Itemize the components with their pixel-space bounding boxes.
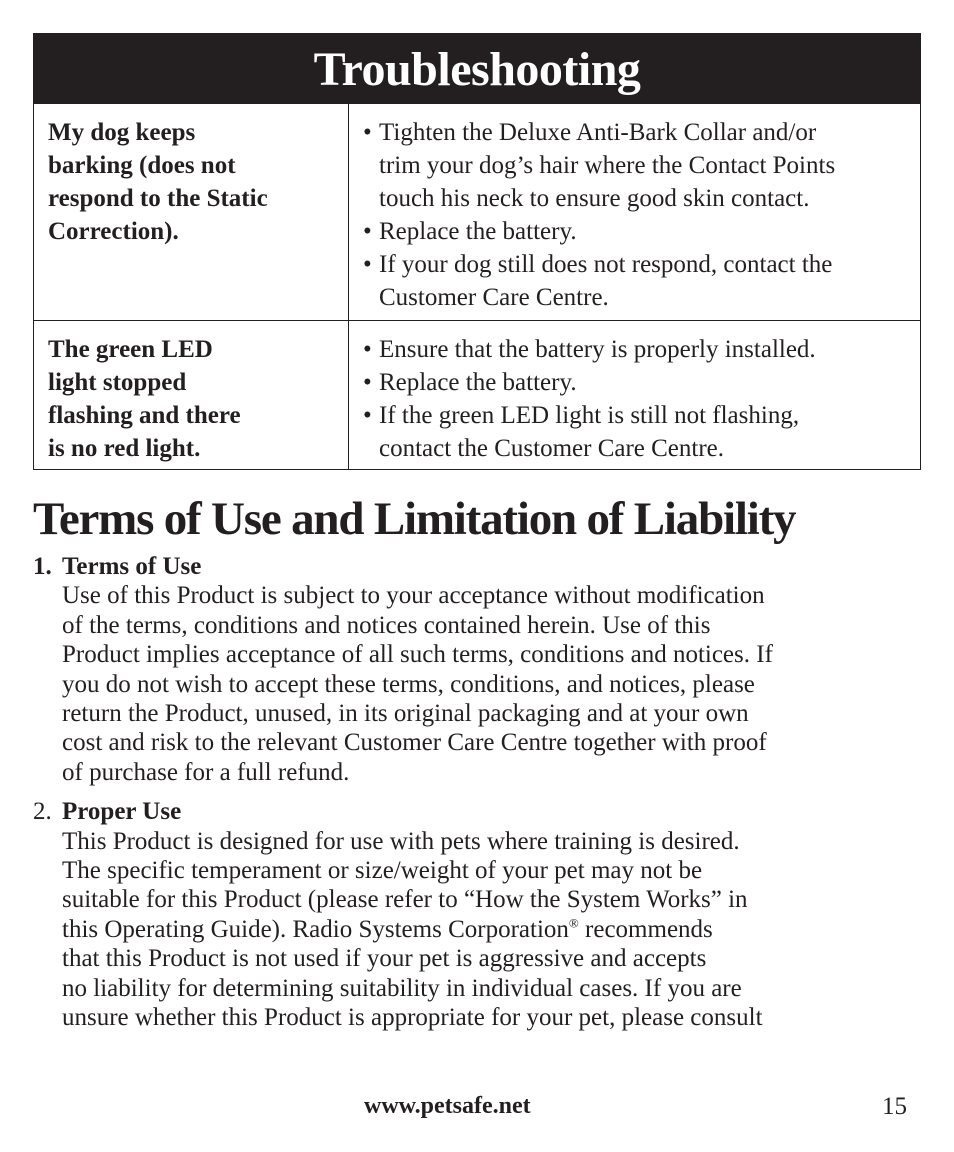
table-row: [34, 320, 920, 469]
table-row: [34, 104, 920, 320]
body-line: [62, 915, 921, 944]
body-line: of the terms, conditions and notices contained herein. Use of this: [62, 611, 711, 639]
body-line: This Product is designed for use with pets where training is desired.: [62, 827, 740, 855]
solution-line: • Tighten the Deluxe Anti-Bark Collar and/or: [379, 119, 817, 146]
solution-item: [363, 248, 910, 314]
section-body: [33, 581, 921, 787]
body-line: Product implies acceptance of all such terms, conditions and notices. If: [62, 641, 773, 669]
solution-list: [363, 333, 910, 465]
problem-line: respond to the Static: [48, 185, 268, 212]
problem-cell: [34, 321, 349, 469]
section-heading: [33, 797, 921, 826]
problem-cell: [34, 104, 349, 320]
troubleshooting-table: [33, 33, 921, 470]
problem-line: The green LED: [48, 336, 213, 363]
manual-page: [33, 33, 921, 1033]
section-number: 2.: [33, 798, 52, 826]
body-line: suitable for this Product (please refer to “How the System Works” in: [62, 886, 748, 914]
solution-line: • If your dog still does not respond, contact the: [379, 251, 833, 278]
solution-list: [363, 116, 910, 314]
section-body: [33, 827, 921, 1033]
problem-line: Correction).: [48, 218, 179, 245]
body-line: no liability for determining suitability in individual cases. If you are: [62, 974, 742, 1002]
problem-line: My dog keeps: [48, 119, 196, 146]
website-url: www.petsafe.net: [364, 1093, 531, 1119]
solution-item: [363, 333, 910, 366]
section-title: Terms of Use: [62, 553, 202, 580]
solution-line: trim your dog’s hair where the Contact Points: [379, 152, 836, 179]
problem-line: light stopped: [48, 369, 187, 396]
solution-line: touch his neck to ensure good skin contact.: [379, 185, 810, 212]
body-line: The specific temperament or size/weight of your pet may not be: [62, 857, 703, 885]
section-title: Proper Use: [62, 798, 182, 826]
body-line: you do not wish to accept these terms, conditions, and notices, please: [62, 670, 755, 698]
problem-line: is no red light.: [48, 435, 201, 462]
body-line: cost and risk to the relevant Customer Care Centre together with proof: [62, 729, 767, 757]
registered-mark: ®: [568, 915, 579, 931]
solution-item: [363, 215, 910, 248]
body-line-text: this Operating Guide). Radio Systems Corporation: [62, 915, 569, 943]
body-line: unsure whether this Product is appropriate for your pet, please consult: [62, 1004, 763, 1032]
troubleshooting-title: Troubleshooting: [34, 34, 920, 104]
solution-cell: [349, 104, 920, 320]
body-line-text: recommends: [578, 915, 713, 943]
problem-line: barking (does not: [48, 152, 236, 179]
body-line: of purchase for a full refund.: [62, 758, 350, 786]
solution-line: • Ensure that the battery is properly installed.: [379, 336, 816, 363]
solution-line: Customer Care Centre.: [379, 284, 609, 311]
solution-line: • Replace the battery.: [379, 218, 577, 245]
body-line: Use of this Product is subject to your acceptance without modification: [62, 582, 765, 610]
solution-item: [363, 116, 910, 215]
solution-line: • If the green LED light is still not flashing,: [379, 402, 800, 429]
body-line: return the Product, unused, in its original packaging and at your own: [62, 700, 749, 728]
solution-item: [363, 366, 910, 399]
body-line: that this Product is not used if your pet is aggressive and accepts: [62, 945, 707, 973]
solution-line: • Replace the battery.: [379, 369, 577, 396]
problem-line: flashing and there: [48, 402, 241, 429]
solution-cell: [349, 321, 920, 469]
section-heading: [33, 552, 921, 581]
terms-section-terms-of-use: [33, 552, 921, 787]
terms-section-proper-use: [33, 797, 921, 1032]
solution-line: contact the Customer Care Centre.: [379, 435, 725, 462]
solution-item: [363, 399, 910, 465]
terms-title: Terms of Use and Limitation of Liability: [33, 493, 796, 545]
section-number: 1.: [33, 553, 52, 580]
page-number: 15: [882, 1093, 907, 1120]
